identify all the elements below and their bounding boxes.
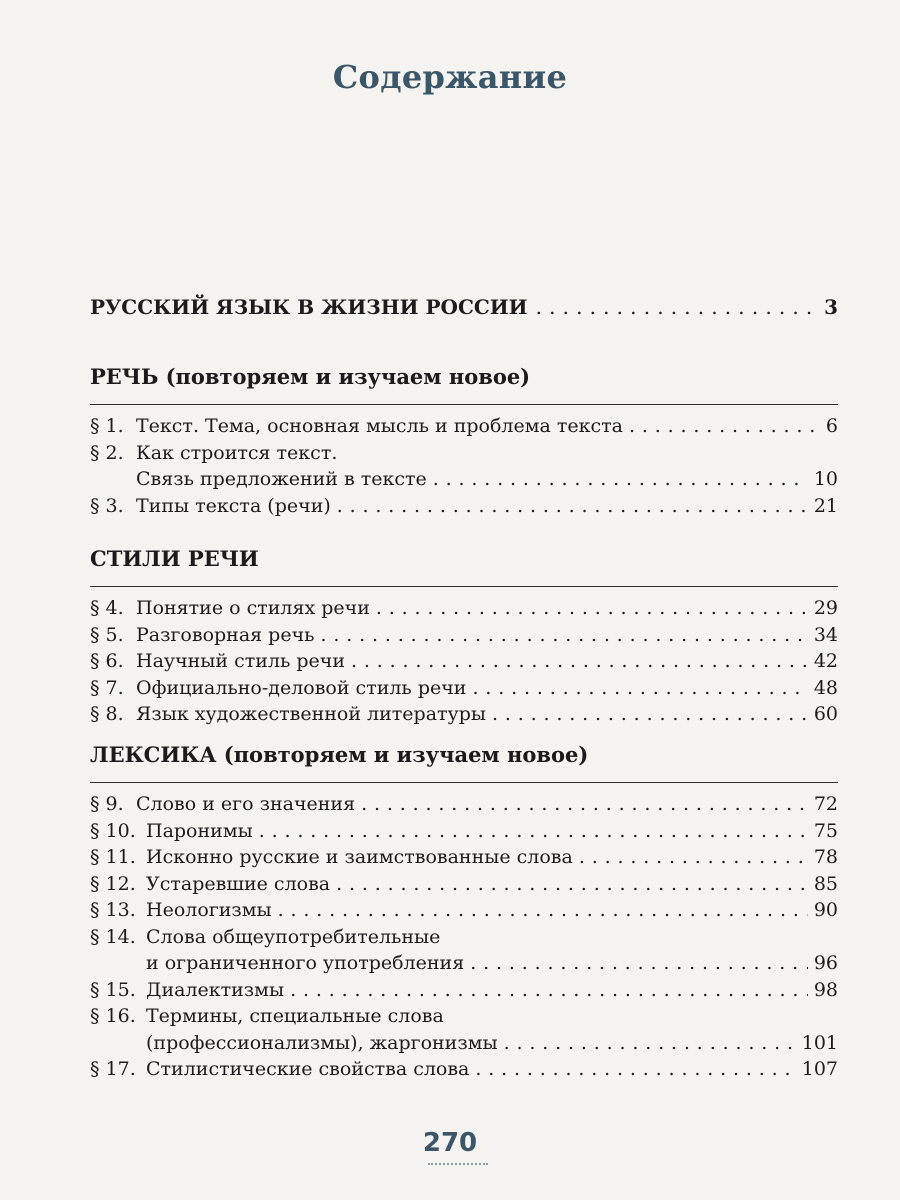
toc-intro-entry[interactable] bbox=[90, 290, 838, 324]
toc-entry[interactable] bbox=[90, 647, 838, 675]
toc-entry-page: 48 bbox=[813, 676, 838, 699]
toc-entry-number: § 9. bbox=[90, 793, 124, 815]
dot-leader bbox=[536, 290, 817, 324]
toc-entry-title-line: Слова общеупотребительные bbox=[146, 925, 441, 948]
section-heading: СТИЛИ РЕЧИ bbox=[90, 546, 259, 571]
toc-entry-page: 85 bbox=[813, 872, 838, 895]
toc-intro-page: 3 bbox=[824, 295, 838, 319]
toc-entry-number: § 16. bbox=[90, 1005, 136, 1027]
toc-entry-title-line: Типы текста (речи) bbox=[136, 494, 331, 517]
toc-entry[interactable] bbox=[90, 843, 838, 871]
dot-leader bbox=[321, 621, 808, 649]
page-title: Содержание bbox=[332, 58, 568, 96]
toc-entry-number: § 2. bbox=[90, 441, 124, 464]
toc-entry-title-line: Стилистические свойства слова bbox=[146, 1058, 470, 1080]
toc-entry-title-line: Официально-деловой стиль речи bbox=[136, 676, 467, 699]
toc-entry[interactable] bbox=[90, 492, 838, 520]
toc-entry-page: 6 bbox=[825, 415, 838, 437]
toc-entry-number: § 5. bbox=[90, 623, 124, 646]
toc-entry-number: § 1. bbox=[90, 415, 124, 437]
toc-entry-page: 101 bbox=[801, 1031, 838, 1054]
dot-leader bbox=[361, 790, 808, 818]
toc-entry-number: § 14. bbox=[90, 925, 136, 948]
toc-entry-title-line: (профессионализмы), жаргонизмы bbox=[146, 1031, 498, 1054]
toc-entry-page: 34 bbox=[813, 623, 838, 646]
dot-leader bbox=[629, 412, 820, 440]
toc-entry-title-line: Научный стиль речи bbox=[136, 650, 346, 672]
toc-entry-title-line: Связь предложений в тексте bbox=[136, 468, 427, 490]
toc-entry-title-line: Текст. Тема, основная мысль и проблема текста bbox=[136, 415, 623, 437]
toc-entry-title-line: Термины, специальные слова bbox=[146, 1005, 444, 1027]
section-divider bbox=[90, 404, 838, 405]
toc-entry-number: § 7. bbox=[90, 676, 124, 699]
toc-entry-continuation[interactable] bbox=[90, 1029, 838, 1057]
dot-leader bbox=[433, 465, 808, 493]
page-number-underline bbox=[428, 1163, 488, 1169]
toc-entry-number: § 8. bbox=[90, 703, 124, 725]
toc-entry-page: 78 bbox=[813, 846, 838, 868]
toc-entry-page: 72 bbox=[813, 793, 838, 815]
toc-entry-number: § 11. bbox=[90, 846, 136, 868]
toc-entry[interactable] bbox=[90, 896, 838, 924]
toc-entry[interactable] bbox=[90, 870, 838, 898]
toc-entry-page: 60 bbox=[813, 703, 838, 725]
toc-entry-page: 29 bbox=[813, 597, 838, 619]
toc-entry-number: § 4. bbox=[90, 597, 124, 619]
toc-entry[interactable] bbox=[90, 1055, 838, 1083]
toc-entry-title-line: Устаревшие слова bbox=[146, 872, 331, 895]
dot-leader bbox=[492, 700, 808, 728]
section-divider bbox=[90, 586, 838, 587]
toc-entry-page: 90 bbox=[813, 899, 838, 921]
section-divider bbox=[90, 782, 838, 783]
toc-entry-page: 21 bbox=[813, 494, 838, 517]
dot-leader bbox=[579, 843, 808, 871]
toc-entry[interactable] bbox=[90, 621, 838, 649]
toc-entry[interactable] bbox=[90, 790, 838, 818]
dot-leader bbox=[470, 949, 808, 977]
dot-leader bbox=[351, 647, 808, 675]
dot-leader bbox=[337, 492, 808, 520]
toc-entry-page: 42 bbox=[813, 650, 838, 672]
toc-entry-page: 107 bbox=[801, 1058, 838, 1080]
toc-entry-title-line: Язык художественной литературы bbox=[136, 703, 487, 725]
dot-leader bbox=[504, 1029, 796, 1057]
section-heading: ЛЕКСИКА (повторяем и изучаем новое) bbox=[90, 742, 589, 767]
toc-entry-number: § 17. bbox=[90, 1058, 136, 1080]
toc-entry-title-line: Диалектизмы bbox=[146, 978, 285, 1001]
toc-entry-number: § 13. bbox=[90, 899, 136, 921]
toc-entry-title-line: Паронимы bbox=[146, 819, 253, 842]
toc-entry-continuation[interactable] bbox=[90, 949, 838, 977]
section-heading: РЕЧЬ (повторяем и изучаем новое) bbox=[90, 364, 531, 389]
dot-leader bbox=[336, 870, 808, 898]
toc-entry[interactable] bbox=[90, 412, 838, 440]
toc-intro-label: РУССКИЙ ЯЗЫК В ЖИЗНИ РОССИИ bbox=[90, 295, 528, 319]
toc-entry-title-line: Понятие о стилях речи bbox=[136, 597, 370, 619]
toc-entry-title-line: Исконно русские и заимствованные слова bbox=[146, 846, 573, 868]
dot-leader bbox=[376, 594, 808, 622]
toc-entry-page: 96 bbox=[813, 952, 838, 974]
page-number: 270 bbox=[422, 1128, 478, 1158]
toc-entry-number: § 10. bbox=[90, 819, 136, 842]
toc-entry-title-line: и ограниченного употребления bbox=[146, 952, 465, 974]
toc-entry[interactable] bbox=[90, 700, 838, 728]
toc-entry-title-line: Разговорная речь bbox=[136, 623, 315, 646]
toc-entry-number: § 3. bbox=[90, 494, 124, 517]
toc-entry-title-line: Как строится текст. bbox=[136, 441, 338, 464]
toc-entry[interactable] bbox=[90, 976, 838, 1004]
toc-entry-title-line: Неологизмы bbox=[146, 899, 272, 921]
dot-leader bbox=[472, 674, 807, 702]
toc-entry[interactable] bbox=[90, 439, 337, 467]
toc-entry-number: § 15. bbox=[90, 978, 136, 1001]
toc-entry-title-line: Слово и его значения bbox=[136, 793, 356, 815]
toc-entry[interactable] bbox=[90, 1002, 444, 1030]
toc-entry[interactable] bbox=[90, 923, 440, 951]
toc-entry-page: 10 bbox=[813, 468, 838, 490]
toc-entry-continuation[interactable] bbox=[90, 465, 838, 493]
dot-leader bbox=[290, 976, 808, 1004]
toc-entry-number: § 12. bbox=[90, 872, 136, 895]
dot-leader bbox=[475, 1055, 795, 1083]
toc-entry[interactable] bbox=[90, 817, 838, 845]
toc-entry-page: 98 bbox=[813, 978, 838, 1001]
toc-entry-number: § 6. bbox=[90, 650, 124, 672]
dot-leader bbox=[259, 817, 808, 845]
toc-entry-page: 75 bbox=[813, 819, 838, 842]
dot-leader bbox=[278, 896, 808, 924]
toc-entry[interactable] bbox=[90, 594, 838, 622]
toc-entry[interactable] bbox=[90, 674, 838, 702]
